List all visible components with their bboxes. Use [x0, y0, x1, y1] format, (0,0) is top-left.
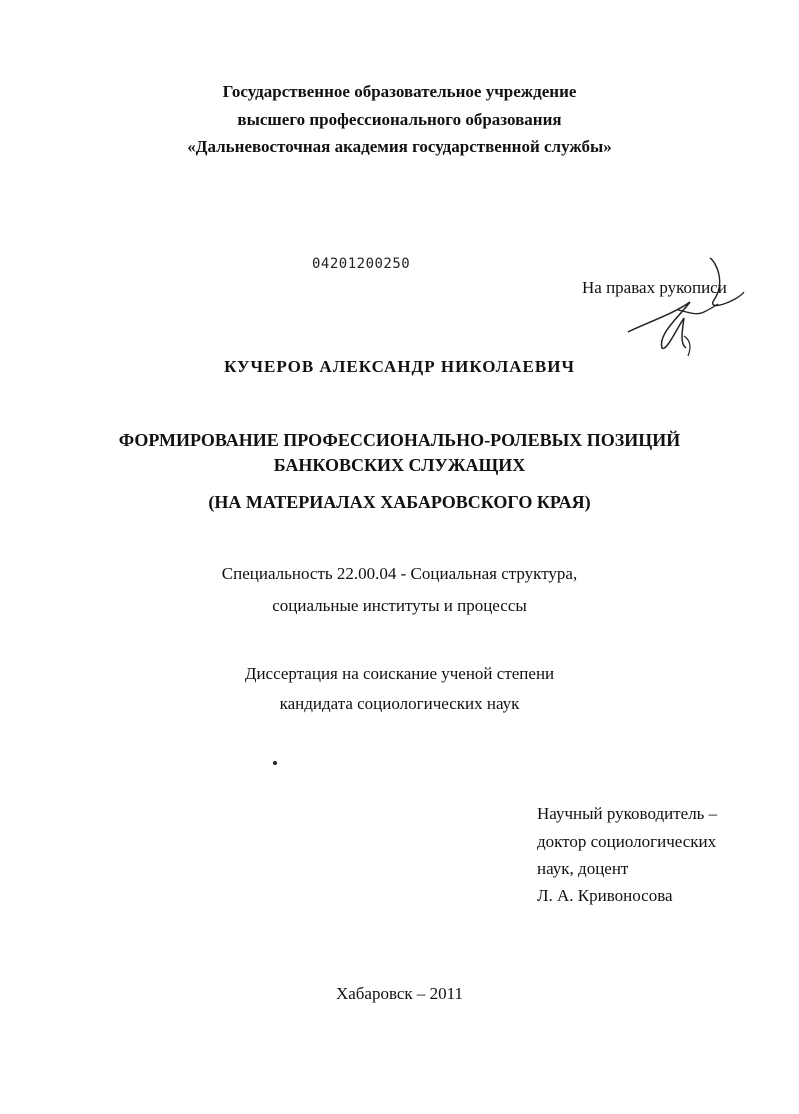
institution-line-2: высшего профессионального образования — [237, 110, 562, 129]
institution-line-1: Государственное образовательное учреждение — [222, 82, 577, 101]
dissertation-line-1: Диссертация на соискание ученой степени — [244, 664, 555, 683]
specialty-line-2: социальные институты и процессы — [272, 596, 527, 615]
dissertation-line-2: кандидата социологических наук — [279, 694, 520, 713]
specialty-line-1: Специальность 22.00.04 - Социальная структура, — [221, 564, 578, 583]
title-line-1: ФОРМИРОВАНИЕ ПРОФЕССИОНАЛЬНО-РОЛЕВЫХ ПОЗИЦИЙ — [118, 430, 681, 450]
place-year: Хабаровск – 2011 — [335, 984, 464, 1003]
author-name: КУЧЕРОВ АЛЕКСАНДР НИКОЛАЕВИЧ — [224, 357, 575, 376]
institution-line-3: «Дальневосточная академия государственной службы» — [187, 137, 612, 156]
library-code: 04201200250 — [312, 256, 411, 272]
supervisor-line-2: доктор социологических — [537, 832, 717, 851]
title-line-2: БАНКОВСКИХ СЛУЖАЩИХ — [273, 455, 526, 475]
supervisor-line-3: наук, доцент — [537, 859, 629, 878]
stray-mark — [273, 761, 277, 765]
title-line-3: (НА МАТЕРИАЛАХ ХАБАРОВСКОГО КРАЯ) — [208, 492, 591, 512]
signature-icon — [618, 252, 758, 362]
manuscript-rights: На правах рукописи — [582, 278, 727, 297]
supervisor-line-4: Л. А. Кривоносова — [537, 886, 673, 905]
supervisor-line-1: Научный руководитель – — [537, 804, 718, 823]
